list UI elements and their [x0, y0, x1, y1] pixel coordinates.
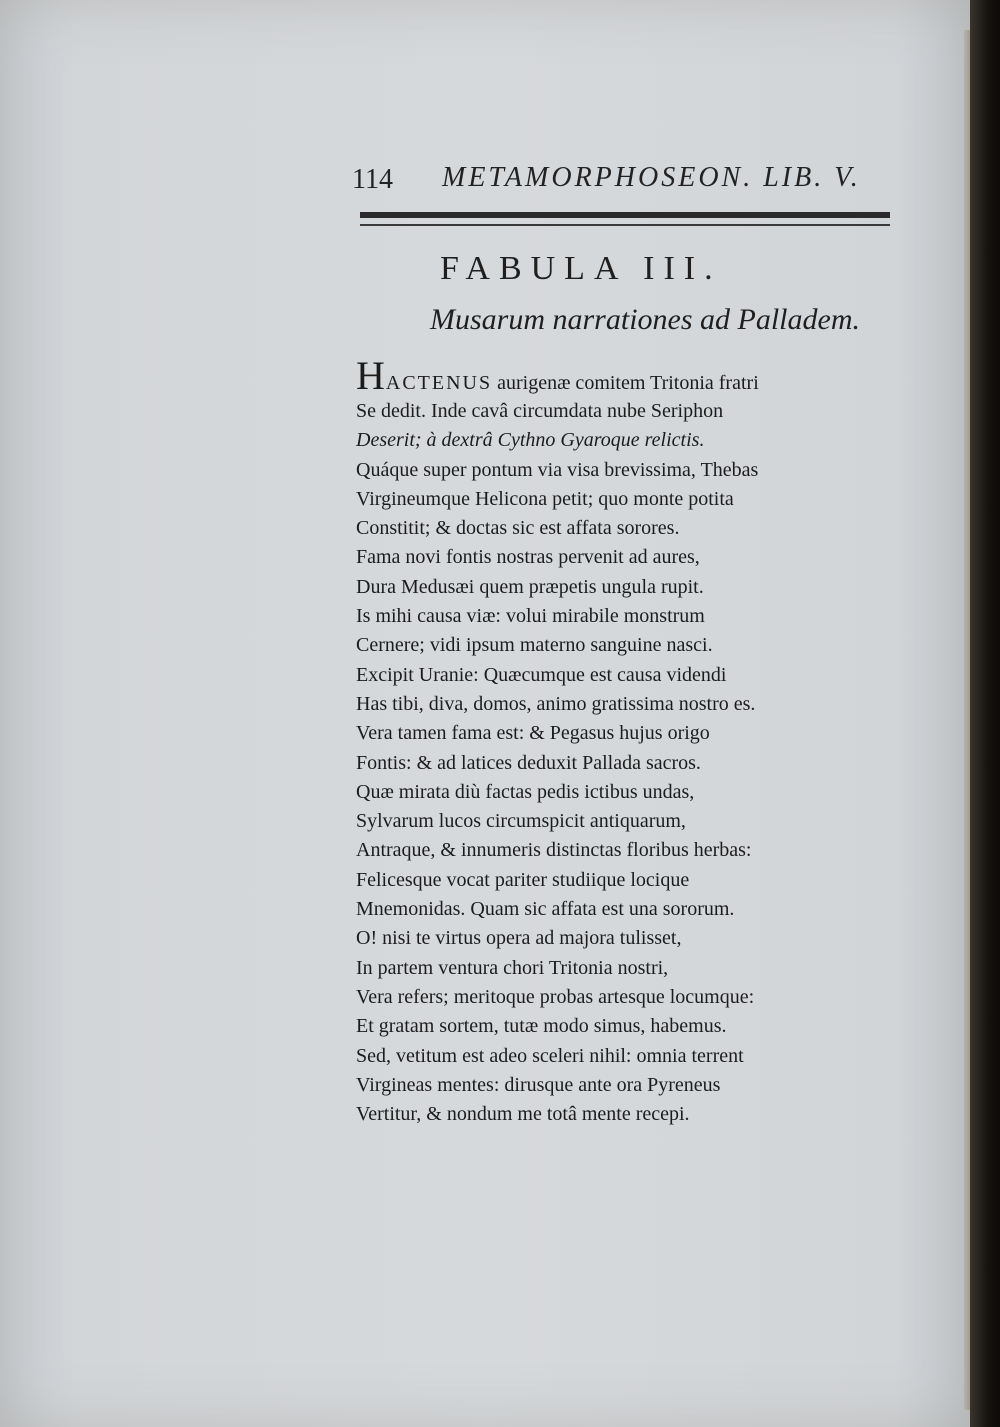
verse-line: Dura Medusæi quem præpetis ungula rupit.: [356, 575, 704, 598]
verse-line: Constitit; & doctas sic est affata sorores.: [356, 517, 680, 540]
opening-rest: aurigenæ comitem Tritonia fratri: [492, 372, 759, 394]
verse-line: Et gratam sortem, tutæ modo simus, habemus.: [356, 1015, 727, 1038]
verse-line: Vera tamen fama est: & Pegasus hujus origo: [356, 722, 710, 745]
fabula-title: FABULA III.: [440, 250, 722, 287]
verse-line: Felicesque vocat pariter studiique locique: [356, 868, 690, 891]
verse-line: Is mihi causa viæ: volui mirabile monstrum: [356, 605, 705, 628]
verse-line: Fontis: & ad latices deduxit Pallada sacros.: [356, 751, 701, 774]
verse-line: Virgineumque Helicona petit; quo monte potita: [356, 487, 734, 510]
verse-line: Excipit Uranie: Quæcumque est causa videndi: [356, 663, 727, 686]
verse-line: Vertitur, & nondum me totâ mente recepi.: [356, 1103, 690, 1126]
verse-line: Sed, vetitum est adeo sceleri nihil: omnia terrent: [356, 1044, 744, 1067]
verse-line: Antraque, & innumeris distinctas floribus herbas:: [356, 839, 752, 862]
verse-block: [356, 355, 856, 1129]
opening-smallcaps: ACTENUS: [385, 372, 493, 394]
verse-line: O! nisi te virtus opera ad majora tulisset,: [356, 927, 682, 950]
verse-line: Virgineas mentes: dirusque ante ora Pyreneus: [356, 1073, 721, 1096]
header-rule: [360, 212, 890, 218]
verse-line: Fama novi fontis nostras pervenit ad aures,: [356, 546, 700, 569]
verse-line: Se dedit. Inde cavâ circumdata nube Seriphon: [356, 400, 724, 422]
verse-line: Quáque super pontum via visa brevissima, Thebas: [356, 458, 759, 481]
verse-line: Quæ mirata diù factas pedis ictibus undas,: [356, 780, 695, 803]
running-head: METAMORPHOSEON. LIB. V.: [442, 162, 861, 193]
header-rule-thin: [360, 224, 890, 226]
book-spine: [970, 0, 1000, 1427]
verse-line: In partem ventura chori Tritonia nostri,: [356, 956, 669, 979]
verse-line: Has tibi, diva, domos, animo gratissima nostro es.: [356, 692, 756, 715]
verse-line: Vera refers; meritoque probas artesque locumque:: [356, 985, 755, 1008]
verse-line: Sylvarum lucos circumspicit antiquarum,: [356, 810, 686, 833]
page-number: 114: [352, 164, 393, 195]
verse-line: Deserit; à dextrâ Cythno Gyaroque relictis.: [356, 429, 705, 452]
initial-letter: H: [356, 353, 386, 398]
verse-line-1: [356, 355, 856, 397]
verse-line: Cernere; vidi ipsum materno sanguine nasci.: [356, 634, 713, 657]
page-header: [350, 160, 870, 200]
fabula-subtitle: Musarum narrationes ad Palladem.: [430, 303, 860, 336]
verse-line: Mnemonidas. Quam sic affata est una sororum.: [356, 898, 735, 921]
